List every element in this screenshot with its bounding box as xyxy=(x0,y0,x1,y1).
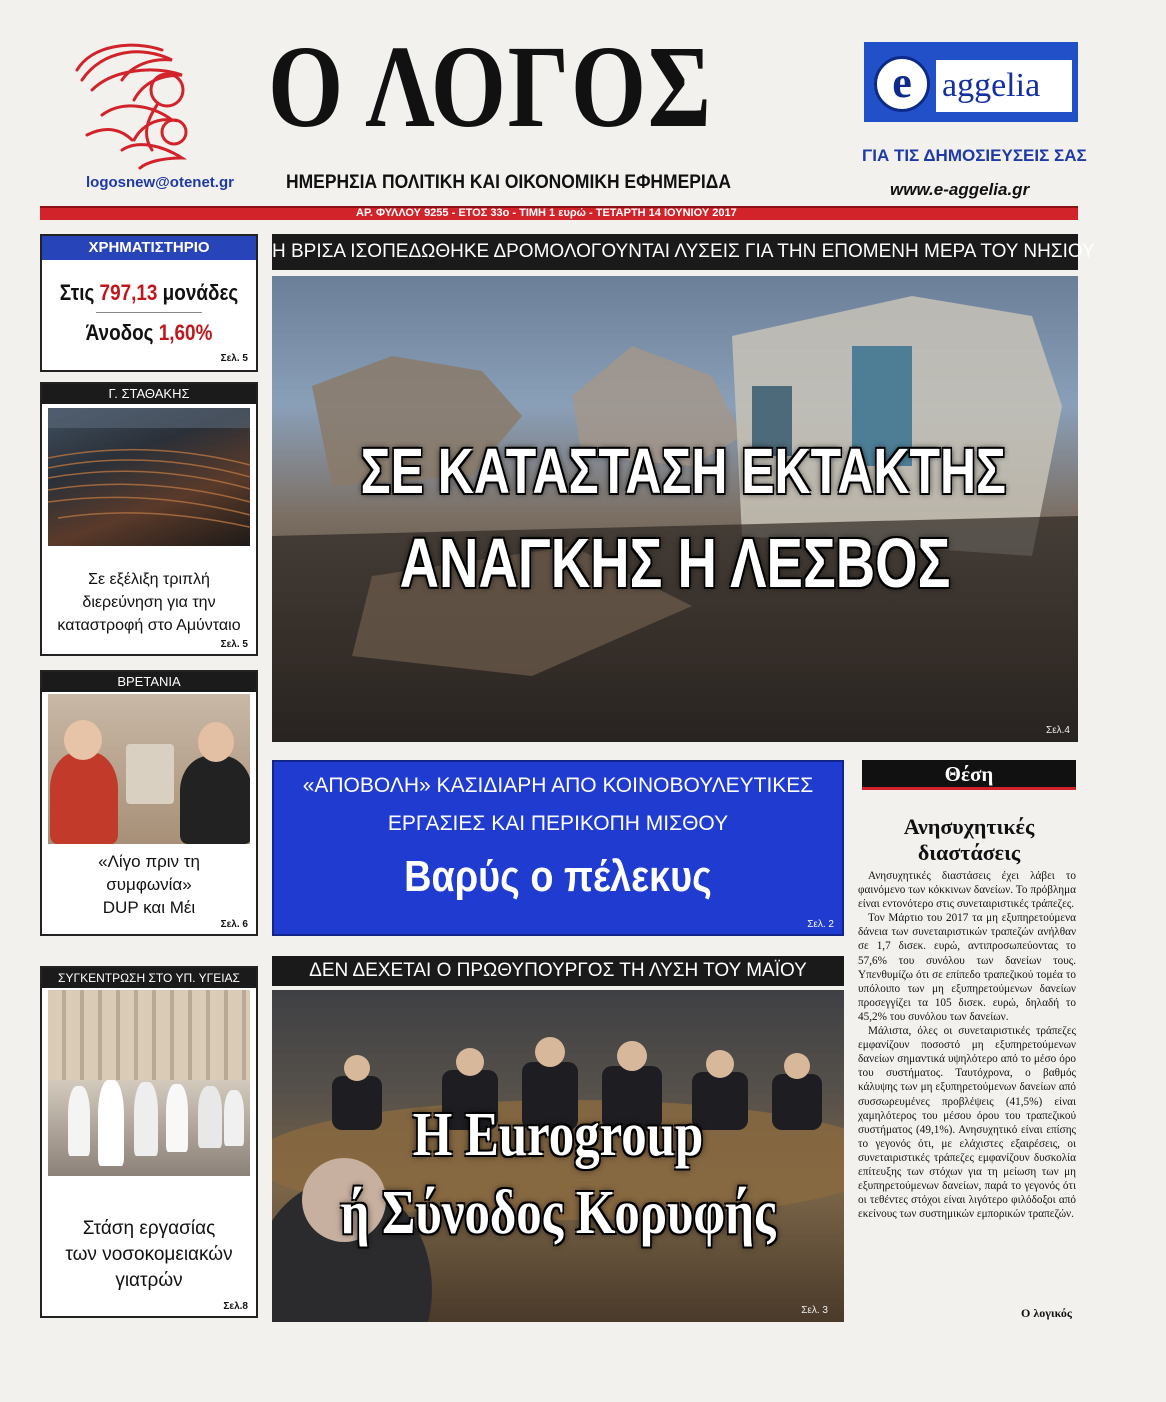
editorial-body xyxy=(858,869,1076,1221)
britain-headline-1: «Λίγο πριν τη xyxy=(98,852,200,871)
editorial-author: Ο λογικός xyxy=(1021,1306,1072,1320)
newspaper-logo-emblem xyxy=(62,40,212,170)
page-reference: Σελ. 3 xyxy=(801,1305,828,1316)
health-headline-3: γιατρών xyxy=(115,1270,183,1291)
market-index-line: Στις 797,13 μονάδες xyxy=(59,280,239,305)
market-change-line: Άνοδος 1,60% xyxy=(85,320,213,345)
newspaper-subtitle: ΗΜΕΡΗΣΙΑ ΠΟΛΙΤΙΚΗ ΚΑΙ ΟΙΚΟΝΟΜΙΚΗ ΕΦΗΜΕΡΙΔΑ xyxy=(286,172,731,193)
lead-headline-line2: ΑΝΑΓΚΗΣ Η ΛΕΣΒΟΣ xyxy=(399,524,951,602)
market-change-value: 1,60% xyxy=(158,320,213,345)
editorial-paragraph: Μάλιστα, όλες οι συνεταιριστικές τράπεζες εμφανίζουν ποσοστό μη εξυπηρετούμενων δανείων σημαντικά υψηλότερο από το μέσο όρο του συστήματος. Ταυτόχρονα, ο βαθμός κάλυψης των μη εξυπηρετούμενων δανείων από συσσωρευμένες προβλέψεις (41,5%) είναι χαμηλότερος του μέσου όρου του τραπεζικού συστήματος (49,1%). Ανησυχητικό είναι επίσης το γεγονός ότι, με ελάχιστες εξαιρέσεις, οι συνεταιριστικές τράπεζες εμφανίζουν δυσκολία επίτευξης των στόχων για τη μείωση των μη εξυπηρετούμενων δανείων, παρά το γεγονός ότι οι τεθέντες στόχοι είναι λιγότερο φιλόδοξοι από εκείνους των συστημικών εμπορικών τραπεζών. xyxy=(858,1025,1076,1221)
stock-market-header: ΧΡΗΜΑΤΙΣΤΗΡΙΟ xyxy=(42,236,256,260)
kasidiaris-headline: Βαρύς ο πέλεκυς xyxy=(404,852,712,901)
may-foster-photo xyxy=(48,694,250,844)
editorial-paragraph: Τον Μάρτιο του 2017 τα μη εξυπηρετούμενα δάνεια των συνεταιριστικών τραπεζών ανήλθαν σε 1,7 δισεκ. ευρώ, αντιπροσωπεύοντας το 57,6% του συνόλου των δανείων τους. Υπενθυμίζω ότι σε επίπεδο τραπεζικού τομέα το υπόλοιπο των μη εξυπηρετούμενων δανείων προσεγγίζει τα 105 δισεκ. ευρώ, δηλαδή το 45,2% του συνόλου των δανείων. xyxy=(858,912,1076,1023)
ruined-buildings-graphic xyxy=(272,276,1078,742)
issue-info-text: ΑΡ. ΦΥΛΛΟΥ 9255 - ΕΤΟΣ 33ο - ΤΙΜΗ 1 ευρώ - ΤΕΤΑΡΤΗ 14 ΙΟΥΝΙΟΥ 2017 xyxy=(356,207,737,219)
power-lines-photo xyxy=(48,408,250,546)
health-ministry-story-box[interactable] xyxy=(40,966,258,1318)
page-reference: Σελ. 2 xyxy=(807,919,834,930)
contact-email[interactable]: logosnew@otenet.gr xyxy=(86,174,234,191)
health-headline-1: Στάση εργασίας xyxy=(82,1218,216,1239)
stathakis-headline: Σε εξέλιξη τριπλή διερεύνηση για την καταστροφή στο Αμύνταιο xyxy=(57,571,241,634)
doctors-protest-photo xyxy=(48,990,250,1176)
eurogroup-headline-line1: Η Eurogroup xyxy=(412,1101,704,1169)
page-reference: Σελ.4 xyxy=(1046,725,1070,736)
editorial-title-line1: Ανησυχητικές xyxy=(903,814,1035,839)
lead-story-kicker[interactable]: Η ΒΡΙΣΑ ΙΣΟΠΕΔΩΘΗΚΕ ΔΡΟΜΟΛΟΓΟΥΝΤΑΙ ΛΥΣΕΙΣ ΓΙΑ ΤΗΝ ΕΠΟΜΕΝΗ ΜΕΡΑ ΤΟΥ ΝΗΣΙΟΥ xyxy=(272,234,1078,270)
stathakis-header: Γ. ΣΤΑΘΑΚΗΣ xyxy=(42,384,256,404)
editorial-title-line2: διαστάσεις xyxy=(917,840,1021,865)
britain-story-box[interactable] xyxy=(40,670,258,936)
lesvos-earthquake-photo[interactable] xyxy=(272,276,1078,742)
power-lines-graphic xyxy=(48,408,250,546)
eurogroup-kicker[interactable]: ΔΕΝ ΔΕΧΕΤΑΙ Ο ΠΡΩΘΥΠΟΥΡΓΟΣ ΤΗ ΛΥΣΗ ΤΟΥ ΜΑΪΟΥ xyxy=(272,956,844,986)
market-index-value: 797,13 xyxy=(99,280,158,305)
stock-market-box[interactable] xyxy=(40,234,258,372)
editorial-paragraph: Ανησυχητικές διαστάσεις έχει λάβει το φαινόμενο των κόκκινων δανείων. Το πρόβλημα είναι εντονότερο στις συνεταιριστικές τράπεζες. xyxy=(858,870,1076,911)
editorial-title[interactable] xyxy=(862,814,1076,866)
ad-tagline: ΓΙΑ ΤΙΣ ΔΗΜΟΣΙΕΥΣΕΙΣ ΣΑΣ xyxy=(862,146,1087,165)
cabinet-meeting-photo[interactable] xyxy=(272,990,844,1322)
kasidiaris-story-box[interactable] xyxy=(272,760,844,936)
eurogroup-headline-line2: ή Σύνοδος Κορυφής xyxy=(340,1179,776,1247)
kasidiaris-subhead-1: «ΑΠΟΒΟΛΗ» ΚΑΣΙΔΙΑΡΗ ΑΠΟ ΚΟΙΝΟΒΟΥΛΕΥΤΙΚΕΣ xyxy=(302,774,814,797)
stathakis-story-box[interactable] xyxy=(40,382,258,656)
page-reference: Σελ. 5 xyxy=(220,639,248,650)
editorial-section-header: Θέση xyxy=(862,760,1076,790)
market-divider xyxy=(96,312,202,313)
ad-url-link[interactable]: www.e-aggelia.gr xyxy=(890,180,1030,199)
e-aggelia-logo-icon: e xyxy=(874,56,930,112)
newspaper-title: Ο ΛΟΓΟΣ xyxy=(268,21,713,152)
britain-header: ΒΡΕΤΑΝΙΑ xyxy=(42,672,256,692)
page-reference: Σελ.8 xyxy=(223,1301,248,1312)
page-reference: Σελ. 5 xyxy=(220,353,248,364)
page-reference: Σελ. 6 xyxy=(220,919,248,930)
britain-headline-3: DUP και Μέι xyxy=(102,898,196,917)
health-headline-2: των νοσοκομειακών xyxy=(65,1244,233,1265)
e-aggelia-name: aggelia xyxy=(936,60,1072,112)
lead-headline-line1: ΣΕ ΚΑΤΑΣΤΑΣΗ ΕΚΤΑΚΤΗΣ xyxy=(360,435,1006,507)
health-header: ΣΥΓΚΕΝΤΡΩΣΗ ΣΤΟ ΥΠ. ΥΓΕΙΑΣ xyxy=(42,968,256,988)
kasidiaris-subhead-2: ΕΡΓΑΣΙΕΣ ΚΑΙ ΠΕΡΙΚΟΠΗ ΜΙΣΘΟΥ xyxy=(387,812,729,835)
britain-headline-2: συμφωνία» xyxy=(106,875,192,894)
